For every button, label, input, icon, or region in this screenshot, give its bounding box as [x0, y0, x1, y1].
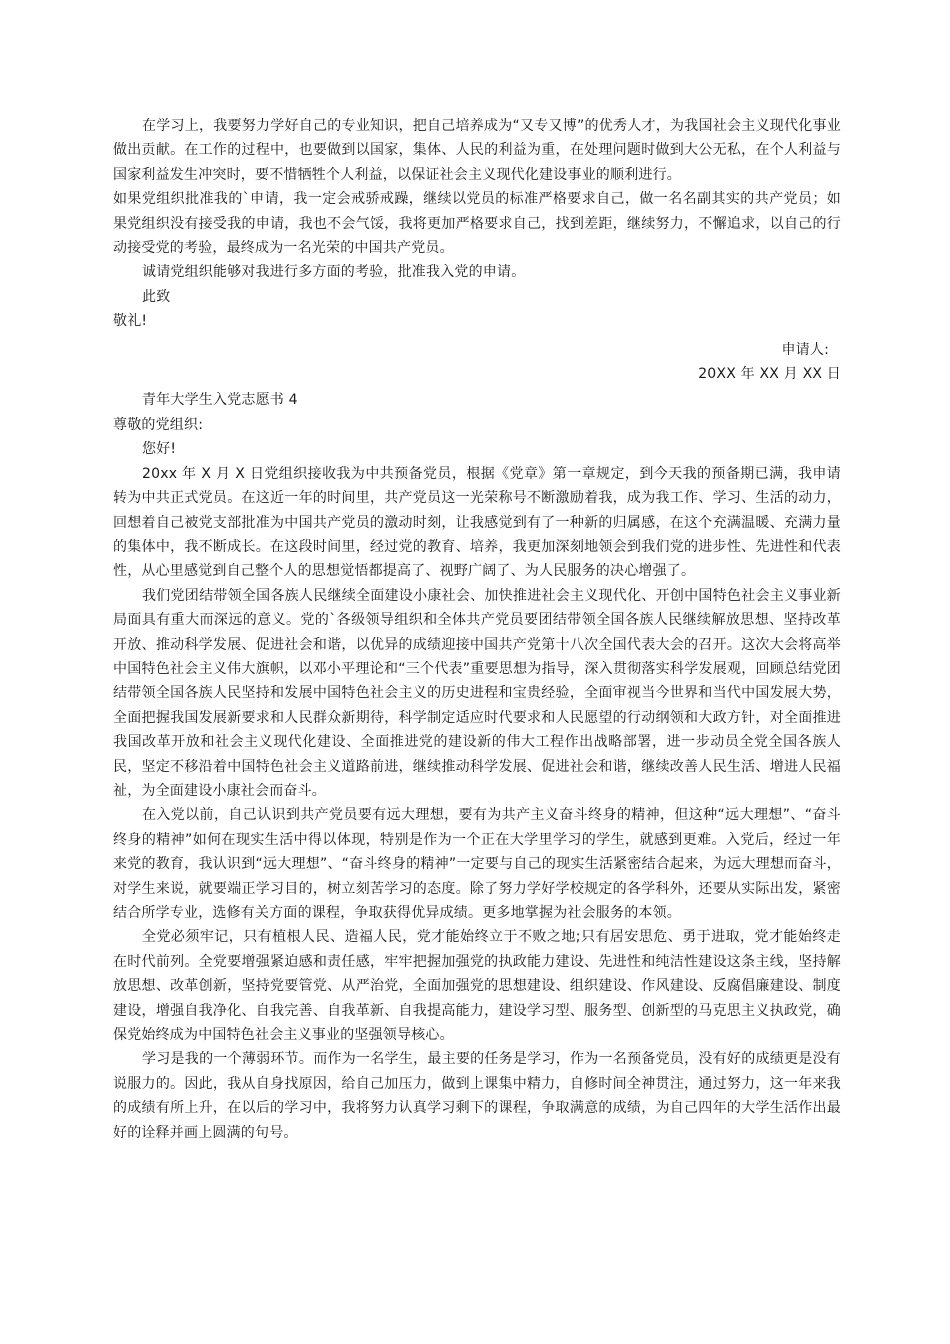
signature-date: 20XX 年 XX 月 XX 日 — [698, 366, 841, 383]
greeting: 您好! — [142, 441, 177, 458]
salutation: 敬礼! — [113, 313, 148, 330]
paragraph-study-weakness: 学习是我的一个薄弱环节。而作为一名学生，最主要的任务是学习，作为一名预备党员，没有好的成绩更是没有说服力的。因此，我从自身找原因，给自己加压力，做到上课集中精力，自修时间全神贯注，通过努力，这一年来我的成绩有所上升，在以后的学习中，我将努力认真学习剩下的课程，争取满意的成绩，为自己四年的大学生活作出最好的诠释并画上圆满的句号。 — [113, 1051, 841, 1141]
paragraph-request: 诚请党组织能够对我进行多方面的考验，批准我入党的申请。 — [142, 264, 526, 281]
addressee: 尊敬的党组织: — [113, 416, 204, 433]
paragraph-ideals: 在入党以前，自己认识到共产党员要有远大理想，要有为共产主义奋斗终身的精神，但这种“远大理想”、“奋斗终身的精神”如何在现实生活中得以体现，特别是作为一个正在大学里学习的学生，就感到更难。入党后，经过一年来党的教育，我认识到“远大理想”、“奋斗终身的精神”一定要与自己的现实生活紧密结合起来，为远大理想而奋斗，对学生来说，就要端正学习目的，树立刻苦学习的态度。除了努力学好学校规定的各学科外，还要从实际出发，紧密结合所学专业，选修有关方面的课程，争取获得优异成绩。更多地掌握为社会服务的本领。 — [113, 807, 841, 921]
paragraph-party-building: 全党必须牢记，只有植根人民、造福人民，党才能始终立于不败之地;只有居安思危、勇于进取，党才能始终走在时代前列。全党要增强紧迫感和责任感，牢牢把握加强党的执政能力建设、先进性和纯洁性建设这条主线，坚持解放思想、改革创新，坚持党要管党、从严治党，全面加强党的思想建设、组织建设、作风建设、反腐倡廉建设、制度建设，增强自我净化、自我完善、自我革新、自我提高能力，建设学习型、服务型、创新型的马克思主义执政党，确保党始终成为中国特色社会主义事业的坚强领导核心。 — [113, 929, 841, 1044]
applicant-signature: 申请人: — [781, 341, 829, 358]
paragraph-probation: 20xx 年 X 月 X 日党组织接收我为中共预备党员，根据《党章》第一章规定，到今天我的预备期已满，我申请转为中共正式党员。在这近一年的时间里，共产党员这一光荣称号不断激励着我，成为我工作、学习、生活的动力，回想着自己被党支部批准为中国共产党员的激动时刻，让我感觉到有了一种新的归属感，在这个充满温暖、充满力量的集体中，我不断成长。在这段时间里，经过党的教育、培养，我更加深刻地领会到我们党的进步性、先进性和代表性，从心里感觉到自己整个人的思想觉悟都提高了、视野广阔了、为人民服务的决心增强了。 — [113, 465, 841, 580]
document-page — [113, 114, 841, 1145]
paragraph-commitment: 如果党组织批准我的`申请，我一定会戒骄戒躁，继续以党员的标准严格要求自己，做一名名副其实的共产党员；如果党组织没有接受我的申请，我也不会气馁，我将更加严格要求自己，找到差距，继续努力，不懈追求，以自己的行动接受党的考验，最终成为一名光荣的中国共产党员。 — [113, 191, 841, 257]
paragraph-party-congress: 我们党团结带领全国各族人民继续全面建设小康社会、加快推进社会主义现代化、开创中国特色社会主义事业新局面具有重大而深远的意义。党的`各级领导组织和全体共产党员要团结带领全国各族人民继续解放思想、坚持改革开放、推动科学发展、促进社会和谐，以优异的成绩迎接中国共产党第十八次全国代表大会的召开。这次大会将高举中国特色社会主义伟大旗帜，以邓小平理论和“三个代表”重要思想为指导，深入贯彻落实科学发展观，回顾总结党团结带领全国各族人民坚持和发展中国特色社会主义的历史进程和宝贵经验，全面审视当今世界和当代中国发展大势，全面把握我国发展新要求和人民群众新期待，科学制定适应时代要求和人民愿望的行动纲领和大政方针，对全面推进我国改革开放和社会主义现代化建设、全面推进党的建设新的伟大工程作出战略部署，进一步动员全党全国各族人民，坚定不移沿着中国特色社会主义道路前进，继续推动科学发展、促进社会和谐，继续改善人民生活、增进人民福祉，为全面建设小康社会而奋斗。 — [113, 587, 841, 799]
section-title: 青年大学生入党志愿书 4 — [142, 392, 298, 409]
paragraph-study-goals: 在学习上，我要努力学好自己的专业知识，把自己培养成为“又专又博”的优秀人才，为我国社会主义现代化事业做出贡献。在工作的过程中，也要做到以国家，集体、人民的利益为重，在处理问题时做到大公无私，在个人利益与国家利益发生冲突时，要不惜牺牲个人利益，以保证社会主义现代化建设事业的顺利进行。 — [113, 118, 841, 183]
closing-phrase: 此致 — [142, 288, 171, 305]
